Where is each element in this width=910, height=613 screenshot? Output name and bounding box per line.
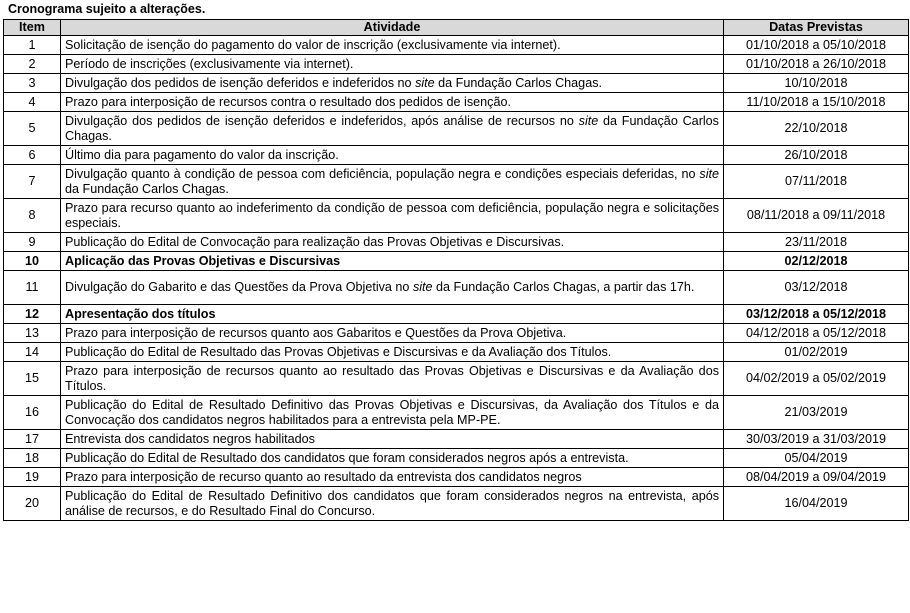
- row-item-number: 3: [4, 74, 61, 93]
- header-datas-previstas: Datas Previstas: [724, 20, 909, 36]
- activity-text: Último dia para pagamento do valor da inscrição.: [65, 147, 339, 162]
- activity-text: Publicação do Edital de Resultado Definitivo das Provas Objetivas e Discursivas, da Avaliação dos Títulos e da Convocação dos candidatos negros habilitados para a entrevista pela MP-PE.: [65, 397, 719, 427]
- row-item-number: 20: [4, 487, 61, 521]
- table-row: [4, 362, 909, 396]
- row-item-number: 13: [4, 324, 61, 343]
- table-row: [4, 93, 909, 112]
- row-date: 21/03/2019: [724, 396, 909, 430]
- activity-text: Divulgação quanto à condição de pessoa com deficiência, população negra e condições especiais deferidas, no: [65, 166, 700, 181]
- row-item-number: 7: [4, 165, 61, 199]
- row-activity: [61, 430, 724, 449]
- row-item-number: 5: [4, 112, 61, 146]
- activity-text: Prazo para interposição de recursos quanto aos Gabaritos e Questões da Prova Objetiva.: [65, 325, 567, 340]
- table-row: [4, 305, 909, 324]
- row-date: 05/04/2019: [724, 449, 909, 468]
- row-date: 02/12/2018: [724, 252, 909, 271]
- row-activity: [61, 449, 724, 468]
- activity-text: Prazo para recurso quanto ao indeferimento da condição de pessoa com deficiência, população negra e solicitações especiais.: [65, 200, 719, 230]
- row-activity: [61, 36, 724, 55]
- row-item-number: 8: [4, 199, 61, 233]
- row-activity: [61, 324, 724, 343]
- activity-text: da Fundação Carlos Chagas.: [65, 181, 229, 196]
- row-item-number: 12: [4, 305, 61, 324]
- row-item-number: 19: [4, 468, 61, 487]
- table-row: [4, 74, 909, 93]
- row-activity: [61, 233, 724, 252]
- activity-italic-text: site: [412, 280, 433, 294]
- activity-text: Período de inscrições (exclusivamente via internet).: [65, 56, 354, 71]
- activity-text: Prazo para interposição de recurso quanto ao resultado da entrevista dos candidatos negros: [65, 469, 582, 484]
- table-row: [4, 449, 909, 468]
- schedule-table: [3, 19, 909, 521]
- row-item-number: 16: [4, 396, 61, 430]
- row-date: 08/11/2018 a 09/11/2018: [724, 199, 909, 233]
- row-date: 04/02/2019 a 05/02/2019: [724, 362, 909, 396]
- table-row: [4, 430, 909, 449]
- row-item-number: 9: [4, 233, 61, 252]
- table-row: [4, 165, 909, 199]
- row-activity: [61, 305, 724, 324]
- activity-text: Divulgação do Gabarito e das Questões da Prova Objetiva no: [65, 280, 413, 294]
- row-date: 01/10/2018 a 26/10/2018: [724, 55, 909, 74]
- row-activity: [61, 165, 724, 199]
- row-date: 30/03/2019 a 31/03/2019: [724, 430, 909, 449]
- table-row: [4, 199, 909, 233]
- table-row: [4, 468, 909, 487]
- table-row: [4, 343, 909, 362]
- table-row: [4, 233, 909, 252]
- row-item-number: 14: [4, 343, 61, 362]
- table-row: [4, 271, 909, 305]
- row-activity: [61, 362, 724, 396]
- schedule-caption: Cronograma sujeito a alterações.: [8, 2, 206, 16]
- activity-text: Publicação do Edital de Convocação para realização das Provas Objetivas e Discursivas.: [65, 234, 565, 249]
- row-activity: [61, 93, 724, 112]
- row-activity: [61, 396, 724, 430]
- activity-text: Prazo para interposição de recursos quanto ao resultado das Provas Objetivas e Discursivas e da Avaliação dos Títulos.: [65, 363, 719, 393]
- header-atividade: Atividade: [61, 20, 724, 36]
- row-item-number: 2: [4, 55, 61, 74]
- row-item-number: 18: [4, 449, 61, 468]
- activity-text: Entrevista dos candidatos negros habilitados: [65, 431, 315, 446]
- row-date: 07/11/2018: [724, 165, 909, 199]
- table-row: [4, 146, 909, 165]
- row-item-number: 6: [4, 146, 61, 165]
- row-item-number: 17: [4, 430, 61, 449]
- activity-text: Apresentação dos títulos: [65, 306, 216, 321]
- row-activity: [61, 112, 724, 146]
- row-date: 22/10/2018: [724, 112, 909, 146]
- row-activity: [61, 487, 724, 521]
- row-date: 03/12/2018: [724, 271, 909, 305]
- activity-text: da Fundação Carlos Chagas.: [65, 113, 719, 143]
- row-date: 26/10/2018: [724, 146, 909, 165]
- activity-italic-text: site: [415, 75, 435, 90]
- activity-text: Publicação do Edital de Resultado das Provas Objetivas e Discursivas e da Avaliação dos Títulos.: [65, 344, 612, 359]
- header-item: Item: [4, 20, 61, 36]
- row-activity: [61, 468, 724, 487]
- activity-text: Divulgação dos pedidos de isenção deferidos e indeferidos no: [65, 75, 416, 90]
- row-date: 08/04/2019 a 09/04/2019: [724, 468, 909, 487]
- activity-text: da Fundação Carlos Chagas, a partir das 17h.: [432, 280, 695, 294]
- table-row: [4, 396, 909, 430]
- table-row: [4, 36, 909, 55]
- row-date: 11/10/2018 a 15/10/2018: [724, 93, 909, 112]
- row-item-number: 10: [4, 252, 61, 271]
- table-header-row: [4, 20, 909, 36]
- row-activity: [61, 271, 724, 305]
- table-row: [4, 252, 909, 271]
- activity-text: Solicitação de isenção do pagamento do valor de inscrição (exclusivamente via internet).: [65, 37, 561, 52]
- row-date: 10/10/2018: [724, 74, 909, 93]
- row-item-number: 11: [4, 271, 61, 305]
- row-date: 03/12/2018 a 05/12/2018: [724, 305, 909, 324]
- row-activity: [61, 343, 724, 362]
- activity-italic-text: site: [699, 166, 719, 181]
- row-activity: [61, 146, 724, 165]
- activity-text: Publicação do Edital de Resultado dos candidatos que foram considerados negros após a entrevista.: [65, 450, 629, 465]
- row-date: 01/10/2018 a 05/10/2018: [724, 36, 909, 55]
- table-row: [4, 55, 909, 74]
- activity-text: Aplicação das Provas Objetivas e Discursivas: [65, 253, 341, 268]
- row-item-number: 15: [4, 362, 61, 396]
- table-row: [4, 112, 909, 146]
- activity-italic-text: site: [578, 113, 599, 128]
- row-item-number: 4: [4, 93, 61, 112]
- row-activity: [61, 55, 724, 74]
- row-date: 16/04/2019: [724, 487, 909, 521]
- activity-text: Publicação do Edital de Resultado Definitivo dos candidatos que foram considerados negros na entrevista, após análise de recursos, e do Resultado Final do Concurso.: [65, 488, 719, 518]
- schedule-rows: [4, 36, 909, 521]
- row-activity: [61, 252, 724, 271]
- row-date: 23/11/2018: [724, 233, 909, 252]
- activity-text: da Fundação Carlos Chagas.: [434, 75, 602, 90]
- table-row: [4, 324, 909, 343]
- row-activity: [61, 199, 724, 233]
- row-date: 04/12/2018 a 05/12/2018: [724, 324, 909, 343]
- row-item-number: 1: [4, 36, 61, 55]
- activity-text: Prazo para interposição de recursos contra o resultado dos pedidos de isenção.: [65, 94, 511, 109]
- row-activity: [61, 74, 724, 93]
- activity-text: Divulgação dos pedidos de isenção deferidos e indeferidos, após análise de recursos no: [65, 113, 579, 128]
- row-date: 01/02/2019: [724, 343, 909, 362]
- table-row: [4, 487, 909, 521]
